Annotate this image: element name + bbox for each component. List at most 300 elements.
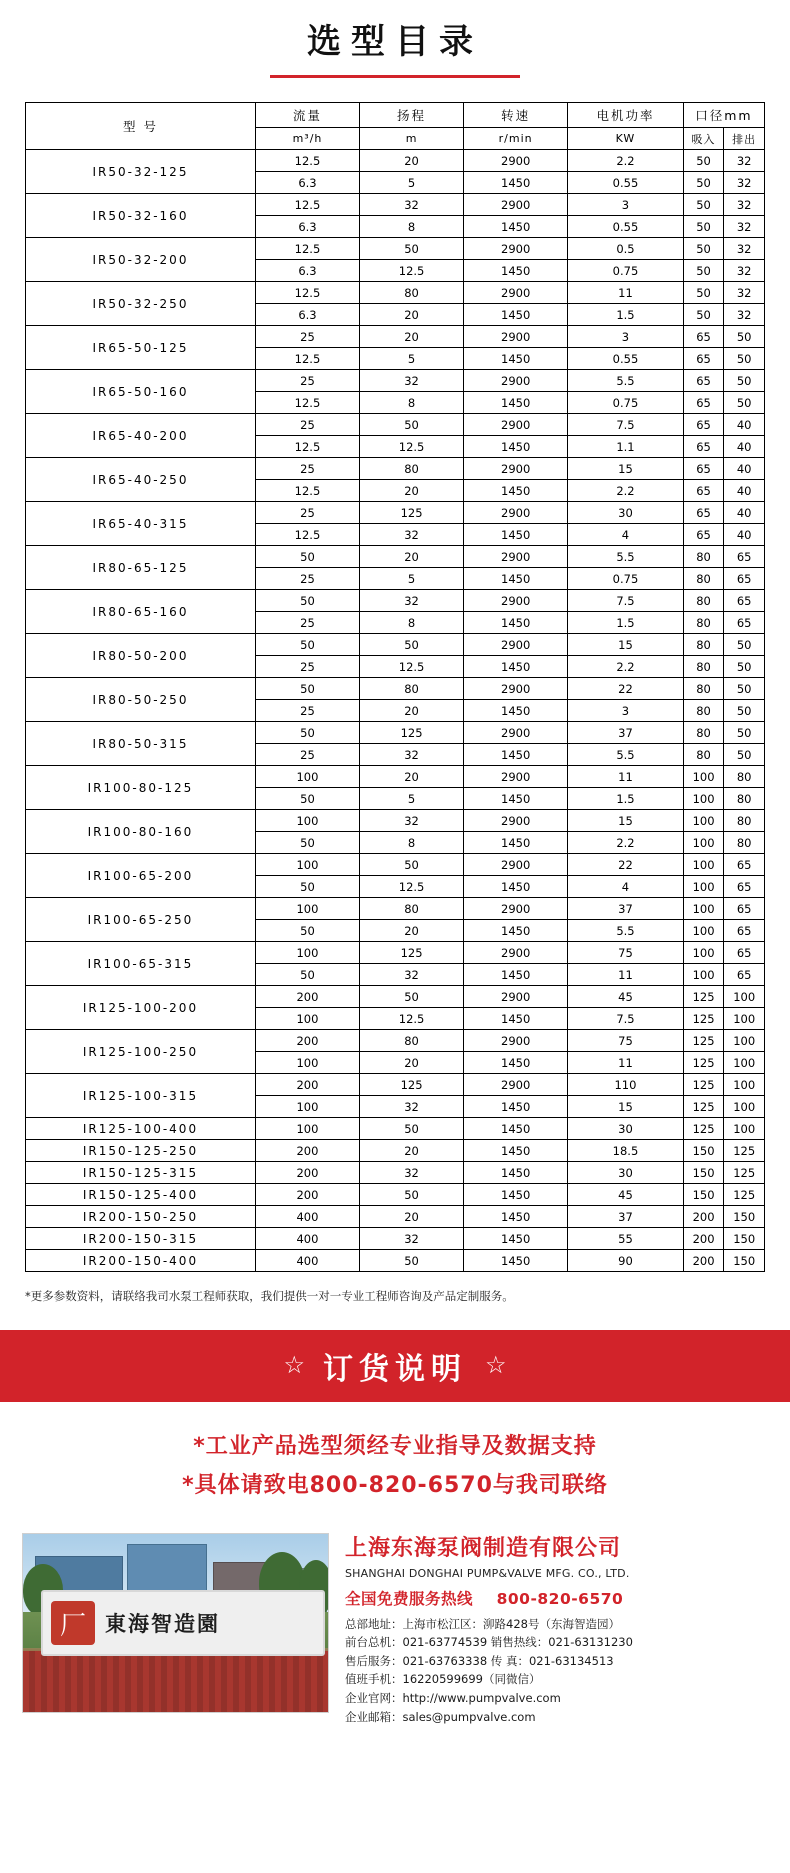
cell-suction: 100 — [683, 964, 724, 986]
cell-power: 1.5 — [568, 788, 684, 810]
model-text: IR50-32-200 — [92, 252, 189, 267]
star-right-icon: ☆ — [485, 1352, 507, 1379]
cell-head: 50 — [360, 986, 464, 1008]
cell-suction: 80 — [683, 656, 724, 678]
model-text: IR65-50-160 — [92, 384, 189, 399]
cell-flow: 25 — [255, 414, 359, 436]
cell-flow: 12.5 — [255, 282, 359, 304]
cell-power: 3 — [568, 326, 684, 348]
cell-speed: 2900 — [464, 282, 568, 304]
contact-mobile: 值班手机：16220599699（同微信） — [345, 1672, 541, 1687]
header-flow: 流量 — [255, 103, 359, 128]
unit-speed: r/min — [464, 128, 568, 150]
cell-suction: 65 — [683, 414, 724, 436]
cell-speed: 1450 — [464, 1052, 568, 1074]
cell-speed: 1450 — [464, 656, 568, 678]
cell-speed: 2900 — [464, 238, 568, 260]
contact-address: 总部地址：上海市松江区：泖路428号（东海智造园） — [345, 1616, 620, 1631]
cell-power: 2.2 — [568, 150, 684, 172]
header-speed: 转速 — [464, 103, 568, 128]
header-suction: 吸入 — [683, 128, 724, 150]
cell-suction: 100 — [683, 810, 724, 832]
cell-model — [26, 810, 256, 854]
cell-power: 15 — [568, 810, 684, 832]
cell-power: 22 — [568, 854, 684, 876]
cell-speed: 1450 — [464, 876, 568, 898]
order-instructions-band — [0, 1330, 790, 1402]
cell-model — [26, 1030, 256, 1074]
cell-suction: 65 — [683, 348, 724, 370]
cell-flow: 50 — [255, 722, 359, 744]
cell-discharge: 50 — [724, 634, 765, 656]
cell-speed: 1450 — [464, 612, 568, 634]
star-left-icon: ☆ — [283, 1352, 305, 1379]
cell-flow: 50 — [255, 546, 359, 568]
table-row — [26, 370, 765, 392]
cell-flow: 25 — [255, 326, 359, 348]
spec-table-wrapper — [0, 84, 790, 1272]
cell-head: 32 — [360, 744, 464, 766]
table-row — [26, 1250, 765, 1272]
spec-table-body — [26, 150, 765, 1272]
cell-head: 12.5 — [360, 656, 464, 678]
cell-discharge: 65 — [724, 898, 765, 920]
cell-discharge: 65 — [724, 568, 765, 590]
red-notes-block — [0, 1402, 790, 1525]
cell-head: 32 — [360, 964, 464, 986]
cell-suction: 50 — [683, 304, 724, 326]
cell-speed: 2900 — [464, 194, 568, 216]
cell-power: 30 — [568, 1162, 684, 1184]
cell-head: 50 — [360, 238, 464, 260]
cell-suction: 80 — [683, 590, 724, 612]
company-info — [345, 1533, 768, 1726]
cell-discharge: 80 — [724, 810, 765, 832]
photo-sign-text: 東海智造園 — [105, 1612, 220, 1636]
cell-power: 0.75 — [568, 568, 684, 590]
cell-head: 20 — [360, 150, 464, 172]
table-row — [26, 1030, 765, 1052]
cell-flow: 100 — [255, 1096, 359, 1118]
cell-model — [26, 458, 256, 502]
cell-flow: 25 — [255, 502, 359, 524]
cell-speed: 2900 — [464, 590, 568, 612]
table-row — [26, 766, 765, 788]
model-text: IR125-100-200 — [82, 1000, 199, 1015]
cell-power: 37 — [568, 722, 684, 744]
cell-head: 32 — [360, 590, 464, 612]
cell-head: 32 — [360, 194, 464, 216]
cell-flow: 25 — [255, 612, 359, 634]
cell-suction: 50 — [683, 238, 724, 260]
cell-suction: 65 — [683, 480, 724, 502]
red-note-line-2: *具体请致电800-820-6570与我司联络 — [182, 1472, 608, 1498]
cell-discharge: 125 — [724, 1184, 765, 1206]
cell-suction: 50 — [683, 282, 724, 304]
cell-suction: 65 — [683, 502, 724, 524]
table-row — [26, 1140, 765, 1162]
cell-head: 8 — [360, 392, 464, 414]
cell-flow: 50 — [255, 876, 359, 898]
cell-head: 125 — [360, 942, 464, 964]
cell-head: 32 — [360, 524, 464, 546]
cell-discharge: 100 — [724, 1096, 765, 1118]
cell-head: 125 — [360, 722, 464, 744]
hotline-number: 800-820-6570 — [496, 1589, 624, 1608]
cell-discharge: 65 — [724, 964, 765, 986]
cell-power: 15 — [568, 634, 684, 656]
cell-model — [26, 370, 256, 414]
cell-flow: 200 — [255, 1162, 359, 1184]
cell-power: 30 — [568, 1118, 684, 1140]
cell-suction: 65 — [683, 436, 724, 458]
cell-suction: 65 — [683, 524, 724, 546]
cell-discharge: 40 — [724, 524, 765, 546]
model-text: IR100-80-160 — [87, 824, 194, 839]
model-text: IR80-50-200 — [92, 648, 189, 663]
cell-power: 15 — [568, 458, 684, 480]
table-row — [26, 590, 765, 612]
cell-power: 55 — [568, 1228, 684, 1250]
cell-power: 37 — [568, 1206, 684, 1228]
table-row — [26, 986, 765, 1008]
cell-flow: 25 — [255, 656, 359, 678]
cell-discharge: 125 — [724, 1162, 765, 1184]
cell-head: 50 — [360, 1184, 464, 1206]
cell-head: 20 — [360, 326, 464, 348]
table-row — [26, 1184, 765, 1206]
cell-discharge: 50 — [724, 744, 765, 766]
cell-model — [26, 634, 256, 678]
cell-speed: 2900 — [464, 502, 568, 524]
cell-discharge: 65 — [724, 876, 765, 898]
cell-power: 7.5 — [568, 414, 684, 436]
cell-power: 75 — [568, 1030, 684, 1052]
cell-flow: 12.5 — [255, 150, 359, 172]
table-row — [26, 502, 765, 524]
cell-discharge: 100 — [724, 1118, 765, 1140]
cell-power: 3 — [568, 700, 684, 722]
cell-suction: 100 — [683, 876, 724, 898]
cell-discharge: 150 — [724, 1228, 765, 1250]
cell-power: 11 — [568, 282, 684, 304]
cell-flow: 50 — [255, 678, 359, 700]
table-row — [26, 1162, 765, 1184]
cell-suction: 80 — [683, 546, 724, 568]
cell-flow: 400 — [255, 1250, 359, 1272]
cell-model — [26, 502, 256, 546]
cell-flow: 25 — [255, 700, 359, 722]
cell-head: 8 — [360, 612, 464, 634]
cell-speed: 2900 — [464, 766, 568, 788]
cell-speed: 1450 — [464, 1250, 568, 1272]
cell-suction: 100 — [683, 766, 724, 788]
cell-suction: 100 — [683, 832, 724, 854]
cell-flow: 50 — [255, 788, 359, 810]
cell-power: 15 — [568, 1096, 684, 1118]
cell-discharge: 40 — [724, 458, 765, 480]
page-title-block — [0, 0, 790, 84]
contact-website[interactable]: 企业官网：http://www.pumpvalve.com — [345, 1691, 561, 1706]
cell-flow: 25 — [255, 744, 359, 766]
cell-suction: 100 — [683, 788, 724, 810]
cell-head: 12.5 — [360, 436, 464, 458]
model-text: IR200-150-315 — [82, 1231, 199, 1246]
table-row — [26, 414, 765, 436]
cell-discharge: 100 — [724, 1030, 765, 1052]
cell-speed: 1450 — [464, 1162, 568, 1184]
cell-discharge: 65 — [724, 612, 765, 634]
cell-suction: 125 — [683, 986, 724, 1008]
cell-discharge: 32 — [724, 194, 765, 216]
photo-flowerbed — [23, 1651, 328, 1712]
model-text: IR100-65-250 — [87, 912, 194, 927]
cell-power: 0.55 — [568, 216, 684, 238]
cell-power: 11 — [568, 1052, 684, 1074]
table-row — [26, 810, 765, 832]
cell-discharge: 50 — [724, 392, 765, 414]
cell-model — [26, 546, 256, 590]
cell-suction: 200 — [683, 1250, 724, 1272]
page-title: 选型目录 — [307, 22, 483, 62]
model-text: IR65-40-315 — [92, 516, 189, 531]
table-row — [26, 150, 765, 172]
cell-speed: 2900 — [464, 326, 568, 348]
cell-speed: 1450 — [464, 216, 568, 238]
cell-discharge: 32 — [724, 304, 765, 326]
cell-speed: 1450 — [464, 348, 568, 370]
cell-head: 32 — [360, 1162, 464, 1184]
cell-speed: 2900 — [464, 986, 568, 1008]
cell-head: 80 — [360, 282, 464, 304]
cell-model — [26, 414, 256, 458]
model-text: IR80-50-250 — [92, 692, 189, 707]
cell-power: 0.55 — [568, 348, 684, 370]
cell-speed: 1450 — [464, 1140, 568, 1162]
cell-suction: 125 — [683, 1074, 724, 1096]
hotline — [345, 1587, 768, 1609]
cell-power: 75 — [568, 942, 684, 964]
cell-speed: 2900 — [464, 722, 568, 744]
cell-discharge: 40 — [724, 502, 765, 524]
cell-flow: 100 — [255, 810, 359, 832]
cell-discharge: 50 — [724, 722, 765, 744]
cell-model — [26, 722, 256, 766]
company-logo-icon: 厂 — [51, 1601, 95, 1645]
cell-model — [26, 678, 256, 722]
cell-flow: 100 — [255, 1052, 359, 1074]
cell-model — [26, 942, 256, 986]
model-text: IR100-65-315 — [87, 956, 194, 971]
cell-flow: 100 — [255, 942, 359, 964]
cell-head: 50 — [360, 854, 464, 876]
cell-speed: 2900 — [464, 942, 568, 964]
cell-discharge: 80 — [724, 766, 765, 788]
cell-suction: 50 — [683, 216, 724, 238]
cell-head: 5 — [360, 172, 464, 194]
footer — [0, 1525, 790, 1750]
cell-power: 18.5 — [568, 1140, 684, 1162]
model-text: IR80-65-125 — [92, 560, 189, 575]
cell-suction: 80 — [683, 568, 724, 590]
header-row-labels — [26, 103, 765, 128]
cell-model — [26, 1184, 256, 1206]
model-text: IR80-65-160 — [92, 604, 189, 619]
cell-flow: 200 — [255, 1030, 359, 1052]
cell-suction: 80 — [683, 634, 724, 656]
cell-speed: 1450 — [464, 304, 568, 326]
cell-speed: 2900 — [464, 150, 568, 172]
cell-flow: 12.5 — [255, 392, 359, 414]
cell-head: 50 — [360, 1250, 464, 1272]
cell-flow: 50 — [255, 832, 359, 854]
cell-power: 5.5 — [568, 546, 684, 568]
cell-speed: 1450 — [464, 1228, 568, 1250]
cell-discharge: 40 — [724, 414, 765, 436]
model-text: IR125-100-315 — [82, 1088, 199, 1103]
cell-flow: 50 — [255, 634, 359, 656]
cell-power: 2.2 — [568, 832, 684, 854]
cell-speed: 2900 — [464, 898, 568, 920]
cell-suction: 125 — [683, 1052, 724, 1074]
cell-discharge: 80 — [724, 832, 765, 854]
cell-power: 11 — [568, 766, 684, 788]
contact-list — [345, 1615, 768, 1727]
cell-power: 30 — [568, 502, 684, 524]
cell-discharge: 50 — [724, 370, 765, 392]
cell-speed: 2900 — [464, 810, 568, 832]
model-text: IR50-32-160 — [92, 208, 189, 223]
cell-speed: 1450 — [464, 788, 568, 810]
table-row — [26, 942, 765, 964]
cell-suction: 80 — [683, 612, 724, 634]
model-text: IR150-125-250 — [82, 1143, 199, 1158]
cell-discharge: 65 — [724, 942, 765, 964]
cell-power: 5.5 — [568, 920, 684, 942]
cell-speed: 2900 — [464, 1074, 568, 1096]
header-head: 扬程 — [360, 103, 464, 128]
cell-suction: 200 — [683, 1206, 724, 1228]
cell-power: 5.5 — [568, 744, 684, 766]
cell-flow: 12.5 — [255, 436, 359, 458]
cell-model — [26, 986, 256, 1030]
unit-flow: m³/h — [255, 128, 359, 150]
cell-head: 80 — [360, 1030, 464, 1052]
cell-power: 0.75 — [568, 260, 684, 282]
cell-discharge: 125 — [724, 1140, 765, 1162]
photo-entrance-sign — [41, 1590, 325, 1656]
cell-head: 20 — [360, 1140, 464, 1162]
cell-power: 110 — [568, 1074, 684, 1096]
cell-speed: 2900 — [464, 1030, 568, 1052]
cell-discharge: 50 — [724, 656, 765, 678]
cell-head: 50 — [360, 634, 464, 656]
cell-speed: 1450 — [464, 700, 568, 722]
cell-flow: 6.3 — [255, 260, 359, 282]
cell-head: 20 — [360, 1052, 464, 1074]
cell-suction: 125 — [683, 1008, 724, 1030]
table-row — [26, 898, 765, 920]
cell-power: 0.55 — [568, 172, 684, 194]
cell-discharge: 100 — [724, 1052, 765, 1074]
cell-head: 32 — [360, 810, 464, 832]
cell-model — [26, 1206, 256, 1228]
table-row — [26, 1228, 765, 1250]
cell-speed: 1450 — [464, 1118, 568, 1140]
cell-discharge: 32 — [724, 238, 765, 260]
table-row — [26, 326, 765, 348]
cell-discharge: 80 — [724, 788, 765, 810]
cell-suction: 80 — [683, 678, 724, 700]
cell-suction: 65 — [683, 392, 724, 414]
cell-discharge: 65 — [724, 854, 765, 876]
cell-head: 20 — [360, 1206, 464, 1228]
table-row — [26, 238, 765, 260]
table-row — [26, 634, 765, 656]
cell-suction: 50 — [683, 194, 724, 216]
cell-head: 20 — [360, 304, 464, 326]
cell-flow: 6.3 — [255, 304, 359, 326]
cell-head: 12.5 — [360, 1008, 464, 1030]
cell-flow: 12.5 — [255, 524, 359, 546]
company-photo — [22, 1533, 329, 1713]
cell-power: 1.5 — [568, 304, 684, 326]
cell-discharge: 65 — [724, 546, 765, 568]
cell-flow: 200 — [255, 1184, 359, 1206]
cell-head: 5 — [360, 348, 464, 370]
table-row — [26, 1118, 765, 1140]
table-row — [26, 458, 765, 480]
cell-model — [26, 282, 256, 326]
table-note: *更多参数资料，请联络我司水泵工程师获取，我们提供一对一专业工程师咨询及产品定制服务。 — [25, 1289, 514, 1303]
cell-suction: 65 — [683, 326, 724, 348]
cell-speed: 1450 — [464, 920, 568, 942]
cell-suction: 150 — [683, 1184, 724, 1206]
model-text: IR125-100-400 — [82, 1121, 199, 1136]
cell-suction: 150 — [683, 1140, 724, 1162]
cell-flow: 200 — [255, 1140, 359, 1162]
cell-flow: 12.5 — [255, 194, 359, 216]
cell-power: 45 — [568, 1184, 684, 1206]
cell-power: 0.5 — [568, 238, 684, 260]
contact-email[interactable]: 企业邮箱：sales@pumpvalve.com — [345, 1709, 536, 1724]
cell-suction: 150 — [683, 1162, 724, 1184]
cell-speed: 1450 — [464, 1206, 568, 1228]
table-row — [26, 854, 765, 876]
cell-suction: 125 — [683, 1118, 724, 1140]
model-text: IR200-150-400 — [82, 1253, 199, 1268]
contact-reception: 前台总机：021-63774539 销售热线：021-63131230 — [345, 1635, 633, 1650]
cell-discharge: 50 — [724, 326, 765, 348]
cell-power: 90 — [568, 1250, 684, 1272]
cell-discharge: 32 — [724, 216, 765, 238]
cell-discharge: 150 — [724, 1206, 765, 1228]
cell-head: 5 — [360, 568, 464, 590]
cell-model — [26, 1228, 256, 1250]
cell-head: 50 — [360, 414, 464, 436]
cell-model — [26, 1140, 256, 1162]
spec-table — [25, 102, 765, 1272]
cell-discharge: 32 — [724, 282, 765, 304]
cell-discharge: 150 — [724, 1250, 765, 1272]
cell-model — [26, 238, 256, 282]
cell-flow: 100 — [255, 898, 359, 920]
cell-flow: 200 — [255, 1074, 359, 1096]
cell-flow: 12.5 — [255, 480, 359, 502]
model-text: IR65-50-125 — [92, 340, 189, 355]
model-text: IR65-40-250 — [92, 472, 189, 487]
cell-head: 20 — [360, 480, 464, 502]
